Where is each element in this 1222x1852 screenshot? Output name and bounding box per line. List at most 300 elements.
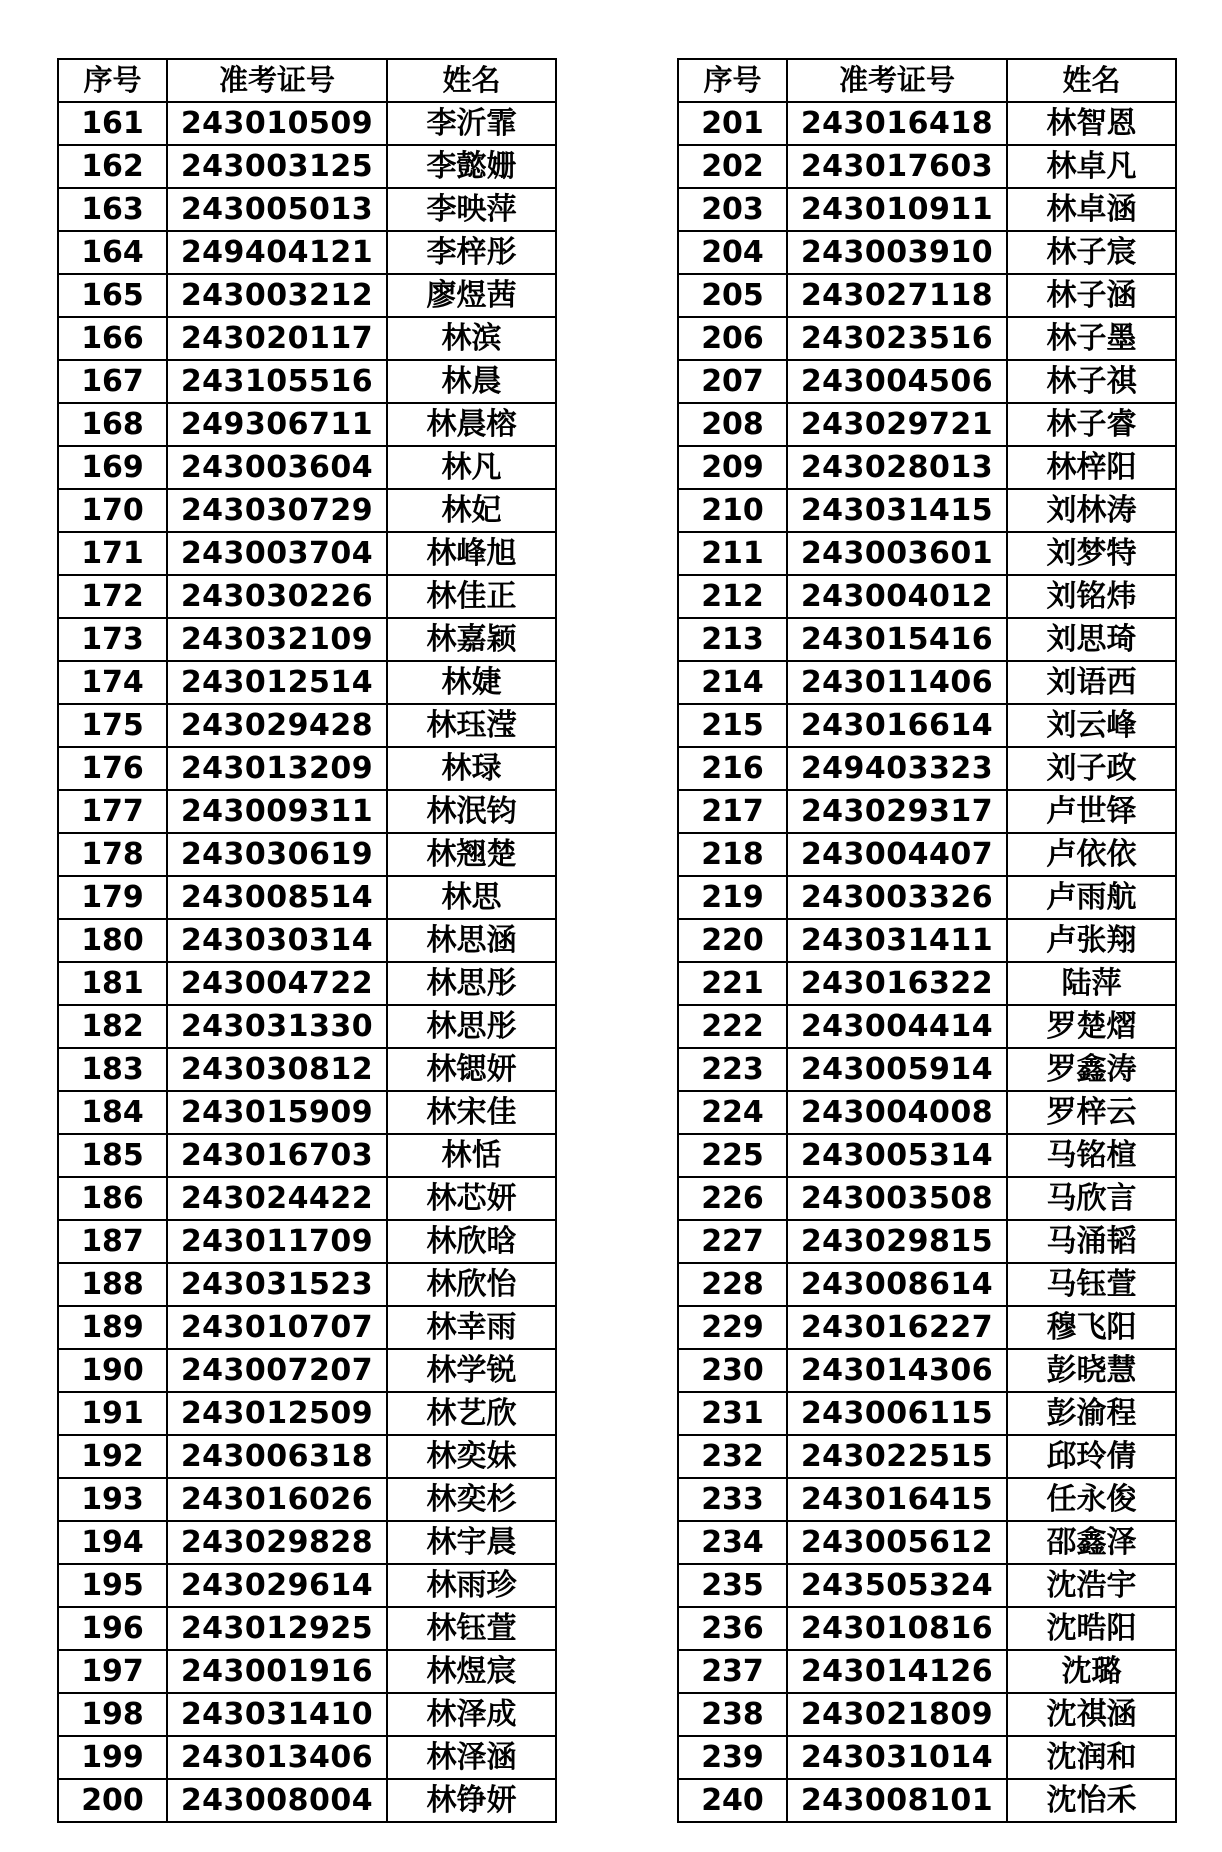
seq-cell: 188 <box>58 1263 167 1306</box>
seq-cell: 162 <box>58 145 167 188</box>
table-row <box>58 102 556 145</box>
table-row <box>678 1736 1176 1779</box>
exam-id-cell: 243010816 <box>787 1607 1007 1650</box>
seq-cell: 187 <box>58 1220 167 1263</box>
table-row <box>678 704 1176 747</box>
name-cell: 卢依依 <box>1007 833 1176 876</box>
seq-cell: 201 <box>678 102 787 145</box>
name-cell: 林婕 <box>387 661 556 704</box>
seq-cell: 225 <box>678 1134 787 1177</box>
table-row <box>678 102 1176 145</box>
table-row <box>58 317 556 360</box>
name-cell: 林思彤 <box>387 962 556 1005</box>
seq-cell: 199 <box>58 1736 167 1779</box>
name-cell: 林奕杉 <box>387 1478 556 1521</box>
exam-id-cell: 243017603 <box>787 145 1007 188</box>
exam-id-cell: 243004414 <box>787 1005 1007 1048</box>
seq-cell: 237 <box>678 1650 787 1693</box>
seq-cell: 161 <box>58 102 167 145</box>
exam-id-cell: 243029721 <box>787 403 1007 446</box>
seq-cell: 182 <box>58 1005 167 1048</box>
seq-cell: 179 <box>58 876 167 919</box>
name-cell: 马铭楦 <box>1007 1134 1176 1177</box>
exam-id-cell: 243006318 <box>167 1435 387 1478</box>
name-cell: 沈怡禾 <box>1007 1779 1176 1822</box>
table-row <box>678 1091 1176 1134</box>
seq-cell: 195 <box>58 1564 167 1607</box>
name-cell: 林卓凡 <box>1007 145 1176 188</box>
name-cell: 林智恩 <box>1007 102 1176 145</box>
table-row <box>58 446 556 489</box>
name-cell: 林嘉颖 <box>387 618 556 661</box>
name-cell: 林子涵 <box>1007 274 1176 317</box>
table-row <box>678 1521 1176 1564</box>
table-row <box>58 145 556 188</box>
exam-id-cell: 243004722 <box>167 962 387 1005</box>
table-row <box>678 532 1176 575</box>
seq-cell: 230 <box>678 1349 787 1392</box>
name-cell: 李梓彤 <box>387 231 556 274</box>
table-row <box>678 489 1176 532</box>
table-row <box>58 1005 556 1048</box>
name-cell: 任永俊 <box>1007 1478 1176 1521</box>
exam-id-cell: 243028013 <box>787 446 1007 489</box>
seq-cell: 229 <box>678 1306 787 1349</box>
table-row <box>58 1521 556 1564</box>
table-row <box>678 145 1176 188</box>
name-cell: 罗楚熠 <box>1007 1005 1176 1048</box>
roster-table-left <box>57 58 557 1823</box>
exam-id-cell: 243005612 <box>787 1521 1007 1564</box>
table-row <box>678 1177 1176 1220</box>
exam-id-cell: 243004012 <box>787 575 1007 618</box>
name-cell: 陆萍 <box>1007 962 1176 1005</box>
exam-id-cell: 243020117 <box>167 317 387 360</box>
exam-id-cell: 243009311 <box>167 790 387 833</box>
seq-cell: 213 <box>678 618 787 661</box>
exam-id-cell: 243012925 <box>167 1607 387 1650</box>
exam-id-cell: 243011406 <box>787 661 1007 704</box>
name-cell: 林煜宸 <box>387 1650 556 1693</box>
seq-cell: 167 <box>58 360 167 403</box>
table-row <box>678 790 1176 833</box>
header-exam-id: 准考证号 <box>787 59 1007 102</box>
table-row <box>58 704 556 747</box>
table-row <box>678 1005 1176 1048</box>
seq-cell: 197 <box>58 1650 167 1693</box>
seq-cell: 178 <box>58 833 167 876</box>
seq-cell: 231 <box>678 1392 787 1435</box>
exam-id-cell: 243016026 <box>167 1478 387 1521</box>
exam-id-cell: 243008614 <box>787 1263 1007 1306</box>
seq-cell: 177 <box>58 790 167 833</box>
name-cell: 林琭 <box>387 747 556 790</box>
exam-id-cell: 243015416 <box>787 618 1007 661</box>
name-cell: 沈晧阳 <box>1007 1607 1176 1650</box>
header-seq: 序号 <box>58 59 167 102</box>
table-row <box>678 1263 1176 1306</box>
name-cell: 林子祺 <box>1007 360 1176 403</box>
name-cell: 林幸雨 <box>387 1306 556 1349</box>
exam-id-cell: 243031415 <box>787 489 1007 532</box>
seq-cell: 204 <box>678 231 787 274</box>
exam-id-cell: 243012514 <box>167 661 387 704</box>
table-row <box>678 1220 1176 1263</box>
seq-cell: 174 <box>58 661 167 704</box>
seq-cell: 235 <box>678 1564 787 1607</box>
table-row <box>58 1736 556 1779</box>
exam-id-cell: 243027118 <box>787 274 1007 317</box>
header-row <box>58 59 556 102</box>
exam-id-cell: 243003704 <box>167 532 387 575</box>
table-row <box>678 1306 1176 1349</box>
seq-cell: 236 <box>678 1607 787 1650</box>
exam-id-cell: 243003326 <box>787 876 1007 919</box>
name-cell: 刘子政 <box>1007 747 1176 790</box>
seq-cell: 192 <box>58 1435 167 1478</box>
name-cell: 林学锐 <box>387 1349 556 1392</box>
name-cell: 林泽成 <box>387 1693 556 1736</box>
seq-cell: 211 <box>678 532 787 575</box>
table-row <box>58 1306 556 1349</box>
table-row <box>58 1349 556 1392</box>
name-cell: 林峰旭 <box>387 532 556 575</box>
table-row <box>58 618 556 661</box>
table-row <box>678 1349 1176 1392</box>
exam-id-cell: 243023516 <box>787 317 1007 360</box>
seq-cell: 173 <box>58 618 167 661</box>
name-cell: 马钰萱 <box>1007 1263 1176 1306</box>
exam-id-cell: 243021809 <box>787 1693 1007 1736</box>
seq-cell: 207 <box>678 360 787 403</box>
name-cell: 刘梦特 <box>1007 532 1176 575</box>
seq-cell: 203 <box>678 188 787 231</box>
seq-cell: 185 <box>58 1134 167 1177</box>
seq-cell: 168 <box>58 403 167 446</box>
name-cell: 林奕妹 <box>387 1435 556 1478</box>
table-row <box>58 1091 556 1134</box>
exam-id-cell: 243016322 <box>787 962 1007 1005</box>
name-cell: 林滨 <box>387 317 556 360</box>
table-row <box>58 919 556 962</box>
name-cell: 卢世铎 <box>1007 790 1176 833</box>
exam-id-cell: 249306711 <box>167 403 387 446</box>
table-row <box>678 833 1176 876</box>
exam-id-cell: 243003601 <box>787 532 1007 575</box>
seq-cell: 189 <box>58 1306 167 1349</box>
table-row <box>58 1177 556 1220</box>
seq-cell: 186 <box>58 1177 167 1220</box>
seq-cell: 163 <box>58 188 167 231</box>
table-row <box>58 360 556 403</box>
name-cell: 邱玲倩 <box>1007 1435 1176 1478</box>
header-exam-id: 准考证号 <box>167 59 387 102</box>
roster-table-right <box>677 58 1177 1823</box>
seq-cell: 164 <box>58 231 167 274</box>
seq-cell: 215 <box>678 704 787 747</box>
seq-cell: 219 <box>678 876 787 919</box>
table-row <box>678 317 1176 360</box>
exam-id-cell: 243003604 <box>167 446 387 489</box>
name-cell: 林妃 <box>387 489 556 532</box>
table-row <box>678 403 1176 446</box>
table-row <box>678 1392 1176 1435</box>
name-cell: 彭晓慧 <box>1007 1349 1176 1392</box>
exam-id-cell: 243001916 <box>167 1650 387 1693</box>
name-cell: 林卓涵 <box>1007 188 1176 231</box>
exam-id-cell: 243031523 <box>167 1263 387 1306</box>
table-row <box>58 1134 556 1177</box>
exam-id-cell: 243014126 <box>787 1650 1007 1693</box>
seq-cell: 218 <box>678 833 787 876</box>
seq-cell: 234 <box>678 1521 787 1564</box>
seq-cell: 228 <box>678 1263 787 1306</box>
seq-cell: 216 <box>678 747 787 790</box>
name-cell: 卢雨航 <box>1007 876 1176 919</box>
seq-cell: 181 <box>58 962 167 1005</box>
name-cell: 李懿姗 <box>387 145 556 188</box>
seq-cell: 212 <box>678 575 787 618</box>
name-cell: 林恬 <box>387 1134 556 1177</box>
name-cell: 林芯妍 <box>387 1177 556 1220</box>
seq-cell: 224 <box>678 1091 787 1134</box>
exam-id-cell: 243004407 <box>787 833 1007 876</box>
table-row <box>678 360 1176 403</box>
table-body-right <box>678 102 1176 1822</box>
exam-id-cell: 243012509 <box>167 1392 387 1435</box>
table-row <box>58 1478 556 1521</box>
exam-id-cell: 243008514 <box>167 876 387 919</box>
name-cell: 林雨珍 <box>387 1564 556 1607</box>
name-cell: 林子睿 <box>1007 403 1176 446</box>
name-cell: 穆飞阳 <box>1007 1306 1176 1349</box>
seq-cell: 240 <box>678 1779 787 1822</box>
name-cell: 林佳正 <box>387 575 556 618</box>
table-row <box>58 790 556 833</box>
seq-cell: 205 <box>678 274 787 317</box>
seq-cell: 210 <box>678 489 787 532</box>
exam-id-cell: 243030314 <box>167 919 387 962</box>
seq-cell: 171 <box>58 532 167 575</box>
exam-id-cell: 243007207 <box>167 1349 387 1392</box>
exam-id-cell: 243029815 <box>787 1220 1007 1263</box>
seq-cell: 233 <box>678 1478 787 1521</box>
name-cell: 李映萍 <box>387 188 556 231</box>
name-cell: 罗鑫涛 <box>1007 1048 1176 1091</box>
exam-id-cell: 243011709 <box>167 1220 387 1263</box>
table-row <box>678 876 1176 919</box>
header-row <box>678 59 1176 102</box>
table-row <box>58 1564 556 1607</box>
name-cell: 刘云峰 <box>1007 704 1176 747</box>
seq-cell: 238 <box>678 1693 787 1736</box>
table-row <box>678 274 1176 317</box>
exam-id-cell: 243003125 <box>167 145 387 188</box>
exam-id-cell: 243013406 <box>167 1736 387 1779</box>
seq-cell: 196 <box>58 1607 167 1650</box>
name-cell: 林梓阳 <box>1007 446 1176 489</box>
header-name: 姓名 <box>387 59 556 102</box>
table-body-left <box>58 102 556 1822</box>
table-row <box>58 489 556 532</box>
name-cell: 林晨 <box>387 360 556 403</box>
name-cell: 廖煜茜 <box>387 274 556 317</box>
seq-cell: 221 <box>678 962 787 1005</box>
exam-id-cell: 243016418 <box>787 102 1007 145</box>
name-cell: 林艺欣 <box>387 1392 556 1435</box>
exam-id-cell: 243010911 <box>787 188 1007 231</box>
exam-id-cell: 243003910 <box>787 231 1007 274</box>
exam-id-cell: 243010509 <box>167 102 387 145</box>
name-cell: 沈祺涵 <box>1007 1693 1176 1736</box>
name-cell: 林欣晗 <box>387 1220 556 1263</box>
exam-id-cell: 243008004 <box>167 1779 387 1822</box>
name-cell: 林思彤 <box>387 1005 556 1048</box>
table-row <box>58 1048 556 1091</box>
table-row <box>678 618 1176 661</box>
seq-cell: 169 <box>58 446 167 489</box>
name-cell: 邵鑫泽 <box>1007 1521 1176 1564</box>
exam-id-cell: 243024422 <box>167 1177 387 1220</box>
exam-id-cell: 243029317 <box>787 790 1007 833</box>
name-cell: 李沂霏 <box>387 102 556 145</box>
exam-id-cell: 243016703 <box>167 1134 387 1177</box>
table-row <box>58 1220 556 1263</box>
seq-cell: 184 <box>58 1091 167 1134</box>
exam-id-cell: 249404121 <box>167 231 387 274</box>
table-row <box>58 1435 556 1478</box>
exam-id-cell: 243029428 <box>167 704 387 747</box>
seq-cell: 217 <box>678 790 787 833</box>
exam-id-cell: 243004008 <box>787 1091 1007 1134</box>
exam-id-cell: 243022515 <box>787 1435 1007 1478</box>
exam-id-cell: 243031014 <box>787 1736 1007 1779</box>
name-cell: 卢张翔 <box>1007 919 1176 962</box>
seq-cell: 239 <box>678 1736 787 1779</box>
name-cell: 林泽涵 <box>387 1736 556 1779</box>
table-row <box>58 876 556 919</box>
table-row <box>58 1693 556 1736</box>
name-cell: 林子墨 <box>1007 317 1176 360</box>
seq-cell: 193 <box>58 1478 167 1521</box>
exam-id-cell: 243005013 <box>167 188 387 231</box>
seq-cell: 200 <box>58 1779 167 1822</box>
table-row <box>678 747 1176 790</box>
exam-id-cell: 243505324 <box>787 1564 1007 1607</box>
name-cell: 刘思琦 <box>1007 618 1176 661</box>
exam-id-cell: 243005914 <box>787 1048 1007 1091</box>
seq-cell: 198 <box>58 1693 167 1736</box>
exam-id-cell: 243105516 <box>167 360 387 403</box>
name-cell: 林子宸 <box>1007 231 1176 274</box>
exam-id-cell: 243005314 <box>787 1134 1007 1177</box>
table-row <box>58 1607 556 1650</box>
seq-cell: 222 <box>678 1005 787 1048</box>
seq-cell: 176 <box>58 747 167 790</box>
exam-id-cell: 243030729 <box>167 489 387 532</box>
exam-id-cell: 243006115 <box>787 1392 1007 1435</box>
name-cell: 林泯钧 <box>387 790 556 833</box>
table-row <box>58 532 556 575</box>
exam-id-cell: 243016614 <box>787 704 1007 747</box>
table-row <box>678 1564 1176 1607</box>
seq-cell: 165 <box>58 274 167 317</box>
table-row <box>678 1779 1176 1822</box>
exam-id-cell: 243030619 <box>167 833 387 876</box>
exam-id-cell: 243029828 <box>167 1521 387 1564</box>
table-row <box>58 833 556 876</box>
table-row <box>678 1478 1176 1521</box>
name-cell: 林凡 <box>387 446 556 489</box>
table-row <box>58 188 556 231</box>
seq-cell: 223 <box>678 1048 787 1091</box>
seq-cell: 220 <box>678 919 787 962</box>
seq-cell: 172 <box>58 575 167 618</box>
exam-id-cell: 243030226 <box>167 575 387 618</box>
seq-cell: 194 <box>58 1521 167 1564</box>
seq-cell: 208 <box>678 403 787 446</box>
header-name: 姓名 <box>1007 59 1176 102</box>
name-cell: 林宋佳 <box>387 1091 556 1134</box>
table-row <box>58 962 556 1005</box>
name-cell: 沈润和 <box>1007 1736 1176 1779</box>
name-cell: 沈浩宇 <box>1007 1564 1176 1607</box>
exam-id-cell: 243004506 <box>787 360 1007 403</box>
exam-id-cell: 243031330 <box>167 1005 387 1048</box>
seq-cell: 166 <box>58 317 167 360</box>
name-cell: 林锶妍 <box>387 1048 556 1091</box>
table-row <box>678 231 1176 274</box>
table-row <box>678 1607 1176 1650</box>
exam-id-cell: 243031410 <box>167 1693 387 1736</box>
name-cell: 马欣言 <box>1007 1177 1176 1220</box>
table-row <box>678 1693 1176 1736</box>
name-cell: 沈璐 <box>1007 1650 1176 1693</box>
table-row <box>58 661 556 704</box>
table-row <box>678 188 1176 231</box>
name-cell: 林思涵 <box>387 919 556 962</box>
seq-cell: 202 <box>678 145 787 188</box>
table-row <box>678 1048 1176 1091</box>
exam-id-cell: 249403323 <box>787 747 1007 790</box>
table-row <box>678 1134 1176 1177</box>
exam-id-cell: 243015909 <box>167 1091 387 1134</box>
seq-cell: 183 <box>58 1048 167 1091</box>
exam-id-cell: 243010707 <box>167 1306 387 1349</box>
table-row <box>678 1435 1176 1478</box>
exam-id-cell: 243003508 <box>787 1177 1007 1220</box>
exam-id-cell: 243008101 <box>787 1779 1007 1822</box>
seq-cell: 191 <box>58 1392 167 1435</box>
table-row <box>678 962 1176 1005</box>
name-cell: 彭渝程 <box>1007 1392 1176 1435</box>
seq-cell: 190 <box>58 1349 167 1392</box>
table-row <box>58 1779 556 1822</box>
table-row <box>58 1650 556 1693</box>
header-seq: 序号 <box>678 59 787 102</box>
name-cell: 刘语西 <box>1007 661 1176 704</box>
name-cell: 林宇晨 <box>387 1521 556 1564</box>
table-row <box>58 403 556 446</box>
exam-id-cell: 243013209 <box>167 747 387 790</box>
seq-cell: 209 <box>678 446 787 489</box>
name-cell: 罗梓云 <box>1007 1091 1176 1134</box>
exam-id-cell: 243030812 <box>167 1048 387 1091</box>
table-row <box>678 575 1176 618</box>
table-row <box>58 274 556 317</box>
exam-id-cell: 243032109 <box>167 618 387 661</box>
seq-cell: 175 <box>58 704 167 747</box>
